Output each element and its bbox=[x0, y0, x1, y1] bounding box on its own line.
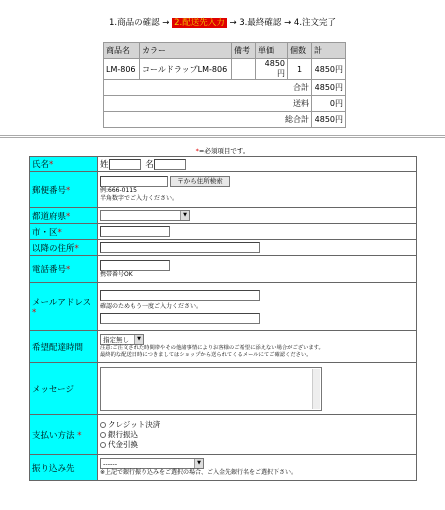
cell-qty: 1 bbox=[288, 59, 312, 80]
required-mark: * bbox=[66, 185, 71, 196]
cell-color: コールドラップLM-806 bbox=[140, 59, 232, 80]
transfer-note: ※上記で銀行振り込みをご選択の場合、ご入金先銀行名をご選択下さい。 bbox=[100, 469, 298, 476]
row-zip bbox=[30, 172, 417, 208]
last-name-input[interactable] bbox=[109, 159, 141, 170]
delivery-time-select[interactable] bbox=[100, 334, 144, 345]
zip-hint: 半角数字でご入力ください。 bbox=[100, 195, 179, 202]
phone-input[interactable] bbox=[100, 260, 170, 271]
payment-label bbox=[30, 415, 98, 455]
row-city bbox=[30, 224, 417, 240]
first-name-prefix: 名 bbox=[145, 160, 154, 170]
row-transfer bbox=[30, 455, 417, 481]
step-arrow: → bbox=[229, 18, 237, 28]
message-textarea[interactable] bbox=[100, 367, 322, 411]
cell-total: 4850円 bbox=[312, 59, 346, 80]
step-confirm-items: 1.商品の確認 bbox=[108, 18, 160, 28]
required-mark: * bbox=[66, 265, 71, 275]
city-label bbox=[30, 224, 98, 240]
address-input[interactable] bbox=[100, 242, 260, 253]
chevron-down-icon: ▼ bbox=[194, 459, 203, 468]
prefecture-label bbox=[30, 208, 98, 224]
required-mark: * bbox=[57, 227, 62, 238]
email-label-text: メールアドレス bbox=[32, 297, 92, 308]
grand-total-label: 総合計 bbox=[104, 112, 312, 128]
city-field-cell bbox=[98, 224, 417, 240]
required-note bbox=[0, 146, 445, 155]
transfer-label: 振り込み先 bbox=[30, 455, 98, 481]
phone-field-cell bbox=[98, 256, 417, 283]
row-phone bbox=[30, 256, 417, 283]
row-prefecture bbox=[30, 208, 417, 224]
step-final-confirm: 3.最終確認 bbox=[239, 18, 282, 28]
zip-label-text: 郵便番号 bbox=[32, 185, 67, 196]
row-name bbox=[30, 157, 417, 172]
table-row bbox=[104, 59, 346, 80]
required-mark: * bbox=[49, 160, 54, 170]
payment-option-credit-label: クレジット決済 bbox=[108, 419, 161, 429]
zip-label bbox=[30, 172, 98, 208]
phone-hint: 携帯番号OK bbox=[100, 270, 133, 278]
grand-total-value: 4850円 bbox=[312, 112, 346, 128]
message-field-cell bbox=[98, 363, 417, 415]
radio-credit[interactable] bbox=[100, 422, 106, 428]
step-arrow: → bbox=[284, 18, 292, 28]
message-label: メッセージ bbox=[30, 363, 98, 415]
col-note: 備考 bbox=[232, 43, 256, 59]
payment-option-cod-label: 代金引換 bbox=[108, 439, 138, 449]
delivery-note-2: 最終的な配送日時につきましてはショップから送られてくるメールにてご確認ください。 bbox=[100, 352, 312, 358]
col-qty: 個数 bbox=[288, 43, 312, 59]
row-message bbox=[30, 363, 417, 415]
shipping-value: 0円 bbox=[312, 96, 346, 112]
required-mark: * bbox=[74, 243, 79, 254]
subtotal-row bbox=[104, 80, 346, 96]
transfer-bank-select[interactable] bbox=[100, 458, 204, 469]
email-confirm-hint: 確認のためもう一度ご入力ください。 bbox=[100, 302, 203, 310]
payment-option-cod[interactable] bbox=[100, 440, 414, 450]
required-mark: * bbox=[77, 430, 82, 441]
shipping-label: 送料 bbox=[104, 96, 312, 112]
col-product-name: 商品名 bbox=[104, 43, 140, 59]
delivery-time-label: 希望配達時間 bbox=[30, 331, 98, 363]
chevron-down-icon: ▼ bbox=[134, 335, 143, 344]
payment-option-bank[interactable] bbox=[100, 430, 414, 440]
prefecture-select[interactable] bbox=[100, 210, 190, 221]
zip-example: 例:666-0115 bbox=[100, 187, 137, 194]
required-note-text: =必須項目です。 bbox=[198, 147, 250, 155]
payment-field-cell bbox=[98, 415, 417, 455]
step-delivery-input: 2.配送先入力 bbox=[174, 18, 225, 28]
row-address bbox=[30, 240, 417, 256]
transfer-bank-value: ------ bbox=[103, 459, 118, 468]
order-summary-table bbox=[103, 42, 346, 128]
row-delivery-time bbox=[30, 331, 417, 363]
prefecture-field-cell bbox=[98, 208, 417, 224]
step-arrow: → bbox=[162, 18, 170, 28]
cell-price: 4850円 bbox=[256, 59, 288, 80]
email-confirm-input[interactable] bbox=[100, 313, 260, 324]
chevron-down-icon: ▼ bbox=[180, 211, 189, 220]
message-scrollbar[interactable] bbox=[312, 369, 320, 409]
col-price: 単価 bbox=[256, 43, 288, 59]
section-divider bbox=[0, 135, 445, 138]
required-mark: * bbox=[32, 307, 37, 318]
zip-field-cell bbox=[98, 172, 417, 208]
col-total: 計 bbox=[312, 43, 346, 59]
row-payment bbox=[30, 415, 417, 455]
radio-bank[interactable] bbox=[100, 432, 106, 438]
row-email bbox=[30, 283, 417, 331]
zip-search-button[interactable]: 〒から住所検索 bbox=[170, 176, 230, 187]
table-header-row bbox=[104, 43, 346, 59]
email-field-cell bbox=[98, 283, 417, 331]
name-label-text: 氏名 bbox=[32, 160, 50, 170]
subtotal-value: 4850円 bbox=[312, 80, 346, 96]
step-complete: 4.注文完了 bbox=[293, 18, 337, 28]
required-mark: * bbox=[66, 211, 71, 222]
city-input[interactable] bbox=[100, 226, 170, 237]
prefecture-label-text: 都道府県 bbox=[32, 211, 67, 222]
shipping-row bbox=[104, 96, 346, 112]
cell-product-name: LM-806 bbox=[104, 59, 140, 80]
email-input[interactable] bbox=[100, 290, 260, 301]
first-name-input[interactable] bbox=[154, 159, 186, 170]
cell-note bbox=[232, 59, 256, 80]
last-name-prefix: 姓 bbox=[100, 160, 109, 170]
address-label-text: 以降の住所 bbox=[32, 243, 75, 254]
delivery-time-field-cell bbox=[98, 331, 417, 363]
col-color: カラー bbox=[140, 43, 232, 59]
subtotal-label: 合計 bbox=[104, 80, 312, 96]
address-field-cell bbox=[98, 240, 417, 256]
name-field-cell bbox=[98, 157, 417, 172]
city-label-text: 市・区 bbox=[32, 227, 58, 238]
address-label bbox=[30, 240, 98, 256]
payment-option-credit[interactable] bbox=[100, 420, 414, 430]
zip-input[interactable] bbox=[100, 176, 168, 187]
name-label bbox=[30, 157, 98, 172]
required-mark: * bbox=[195, 147, 199, 155]
grand-total-row bbox=[104, 112, 346, 128]
radio-cod[interactable] bbox=[100, 442, 106, 448]
delivery-time-value: 指定無し bbox=[103, 336, 129, 344]
payment-label-text: 支払い方法 bbox=[32, 430, 75, 441]
phone-label-text: 電話番号 bbox=[32, 265, 67, 275]
email-label bbox=[30, 283, 98, 331]
delivery-note-1: 注意:ご注文された時間帯やその他諸事情によりお客様のご希望に添えない場合がございます。 bbox=[100, 345, 324, 351]
transfer-field-cell bbox=[98, 455, 417, 481]
delivery-form bbox=[29, 156, 417, 481]
checkout-steps bbox=[0, 16, 445, 28]
payment-option-bank-label: 銀行振込 bbox=[108, 429, 138, 439]
phone-label bbox=[30, 256, 98, 283]
